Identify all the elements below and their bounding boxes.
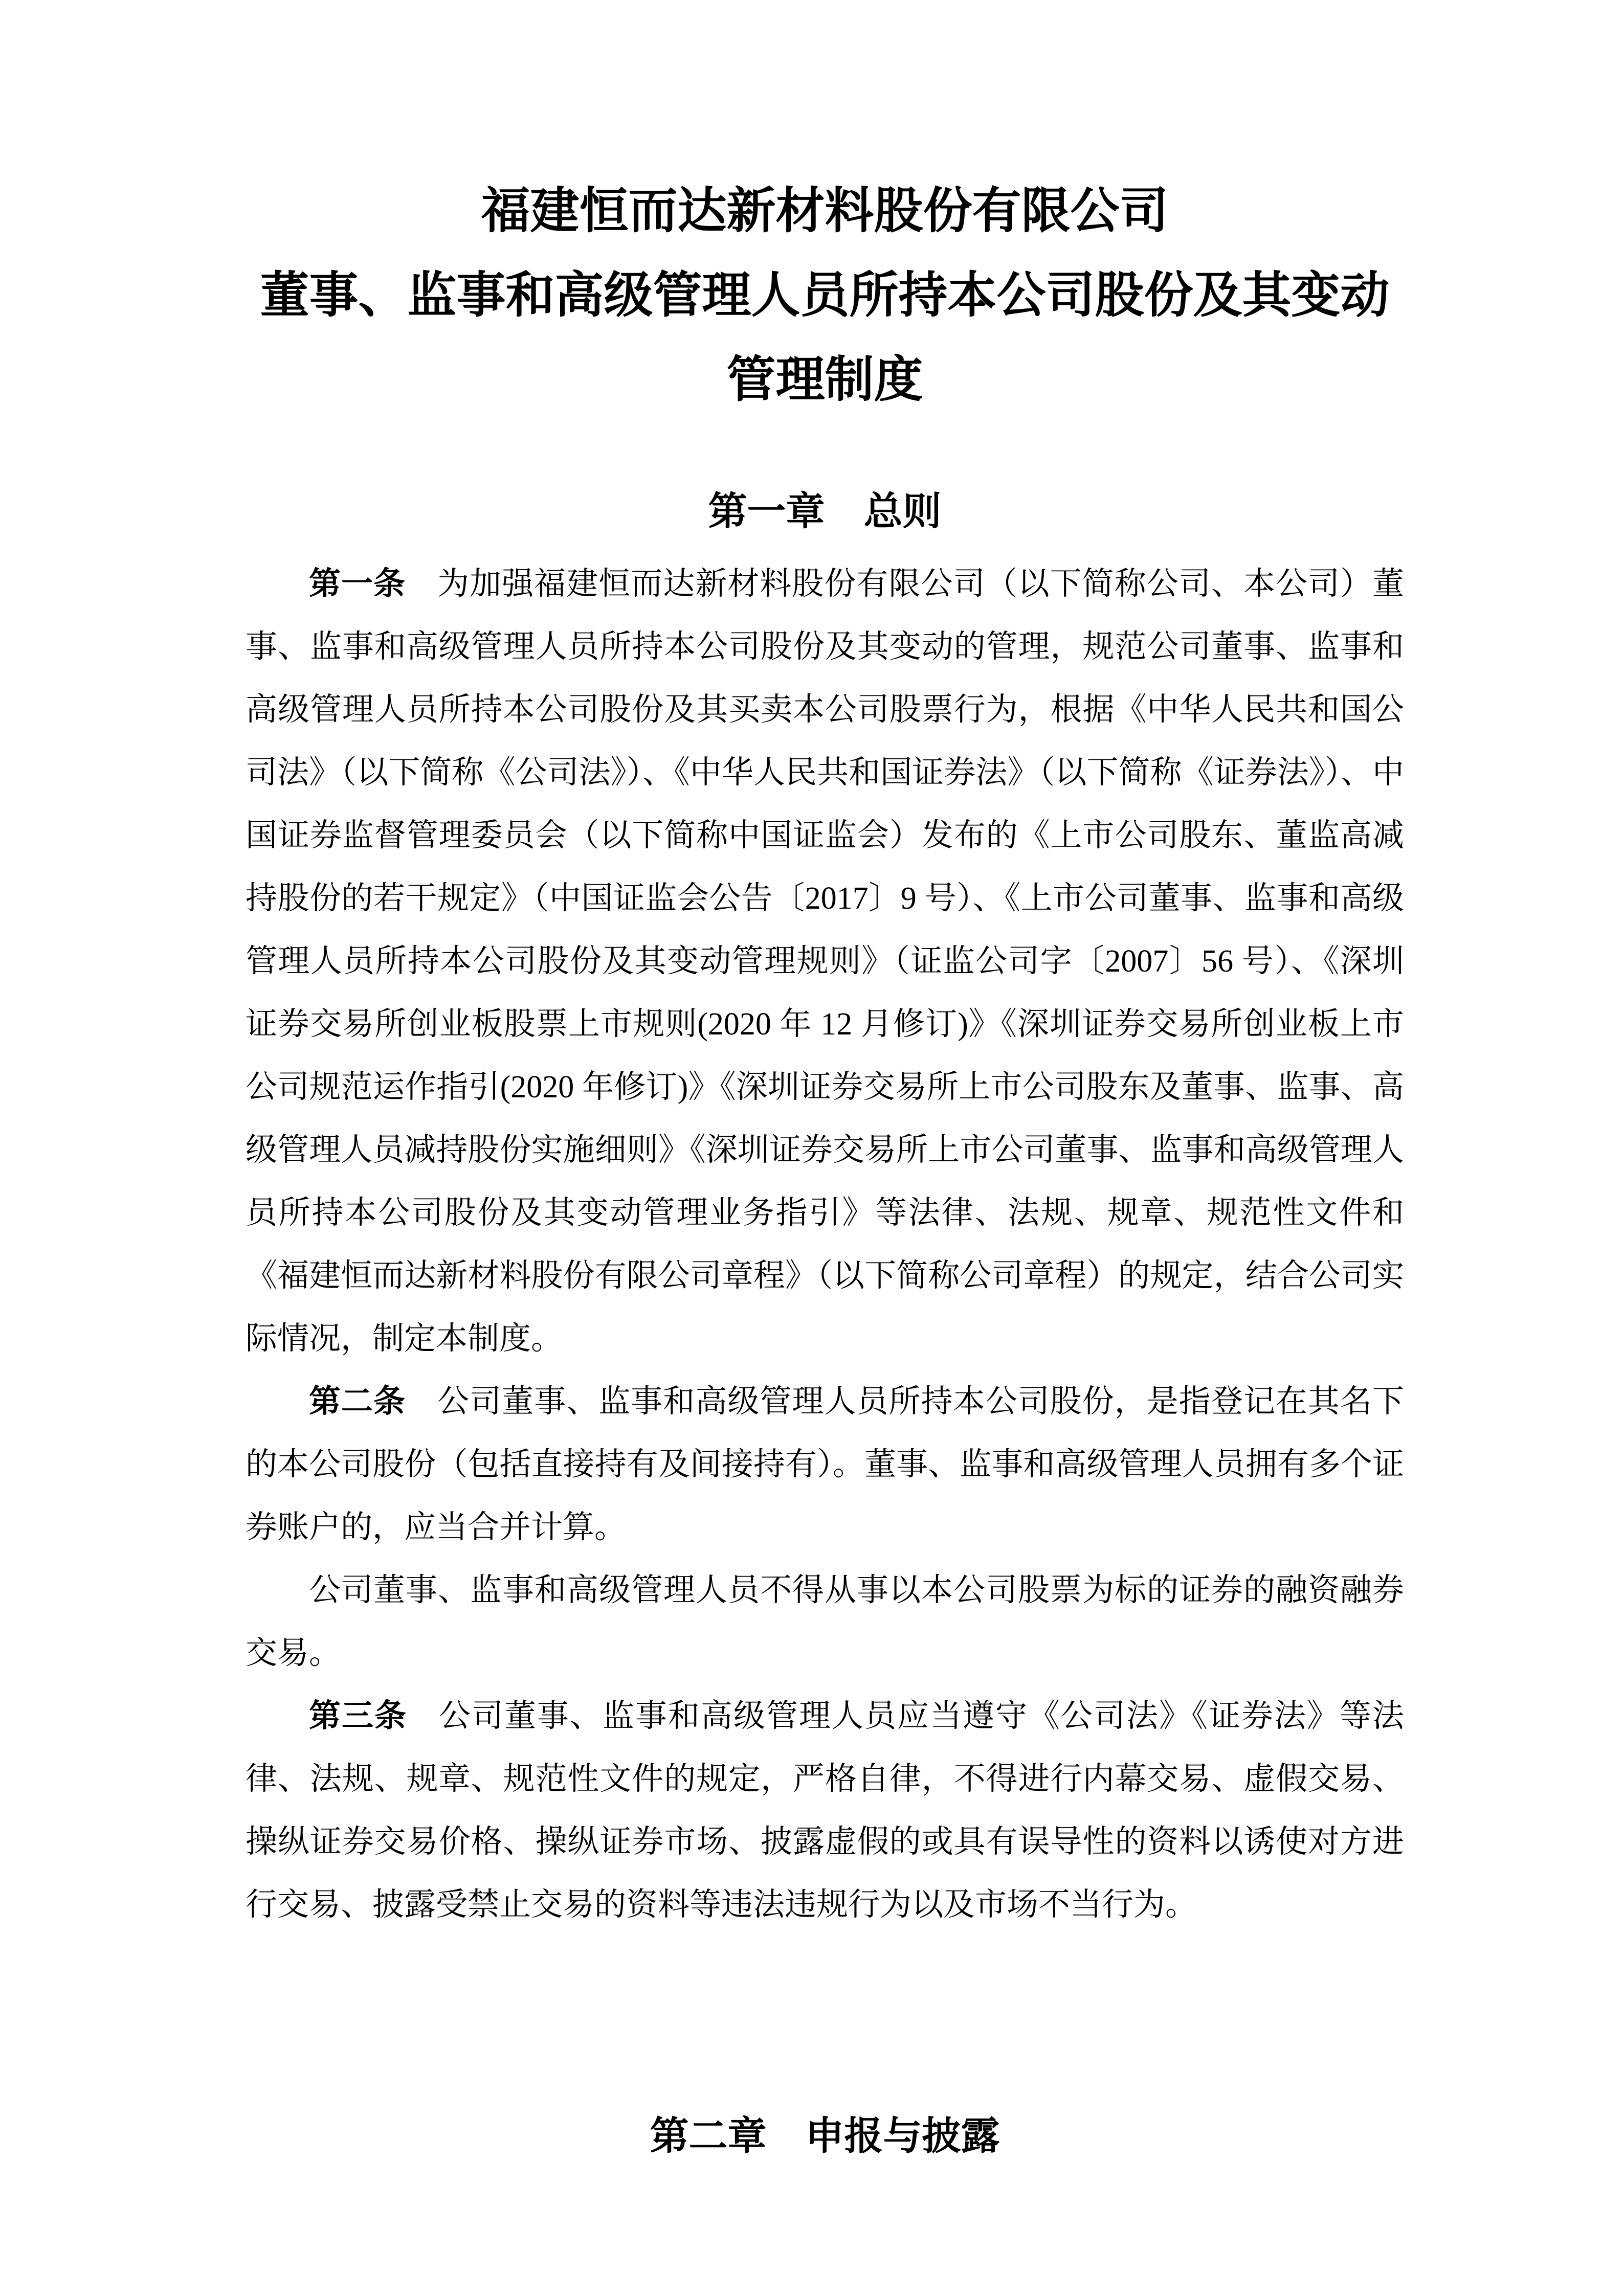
- article-3-paragraph: [246, 1685, 1404, 1937]
- article-1-paragraph: [246, 553, 1404, 1370]
- chapter-2: [246, 2105, 1404, 2168]
- article-2-paragraph: [246, 1370, 1404, 1559]
- article-2-label: 第二条: [309, 1384, 406, 1419]
- article-2-continuation-paragraph: [246, 1559, 1404, 1685]
- article-1-text: 为加强福建恒而达新材料股份有限公司（以下简称公司、本公司）董事、监事和高级管理人员所持本公司股份及其变动的管理，规范公司董事、监事和高级管理人员所持本公司股份及其买卖本公司股票行为，根据《中华人民共和国公司法》（以下简称《公司法》）、《中华人民共和国证券法》（以下简称《证券法》）、中国证券监督管理委员会（以下简称中国证监会）发布的《上市公司股东、董监高减持股份的若干规定》（中国证监会公告〔2017〕9 号）、《上市公司董事、监事和高级管理人员所持本公司股份及其变动管理规则》（证监公司字〔2007〕56 号）、《深圳证券交易所创业板股票上市规则(2020 年 12 月修订)》《深圳证券交易所创业板上市公司规范运作指引(2020 年修订)》《深圳证券交易所上市公司股东及董事、监事、高级管理人员减持股份实施细则》《深圳证券交易所上市公司董事、监事和高级管理人员所持本公司股份及其变动管理业务指引》等法律、法规、规章、规范性文件和《福建恒而达新材料股份有限公司章程》（以下简称公司章程）的规定，结合公司实际情况，制定本制度。: [246, 567, 1404, 1356]
- document-title-line-3: 管理制度: [726, 352, 923, 407]
- article-1-label: 第一条: [309, 567, 406, 601]
- article-3-text: 公司董事、监事和高级管理人员应当遵守《公司法》《证券法》等法律、法规、规章、规范性文件的规定，严格自律，不得进行内幕交易、虚假交易、操纵证券交易价格、操纵证券市场、披露虚假的或具有误导性的资料以诱使对方进行交易、披露受禁止交易的资料等违法违规行为以及市场不当行为。: [246, 1699, 1404, 1922]
- document-title: [246, 169, 1404, 422]
- document-title-line-1: 福建恒而达新材料股份有限公司: [481, 184, 1169, 238]
- article-2-continuation-text: 公司董事、监事和高级管理人员不得从事以本公司股票为标的证券的融资融券交易。: [246, 1573, 1404, 1671]
- article-3-label: 第三条: [309, 1699, 407, 1734]
- chapter-1-heading: 第一章 总则: [708, 490, 942, 533]
- chapter-2-heading: 第二章 申报与披露: [650, 2115, 1000, 2158]
- chapter-1: [246, 481, 1404, 1937]
- document-title-line-2: 董事、监事和高级管理人员所持本公司股份及其变动: [260, 268, 1390, 323]
- article-2-text: 公司董事、监事和高级管理人员所持本公司股份，是指登记在其名下的本公司股份（包括直接持有及间接持有）。董事、监事和高级管理人员拥有多个证券账户的，应当合并计算。: [246, 1384, 1404, 1545]
